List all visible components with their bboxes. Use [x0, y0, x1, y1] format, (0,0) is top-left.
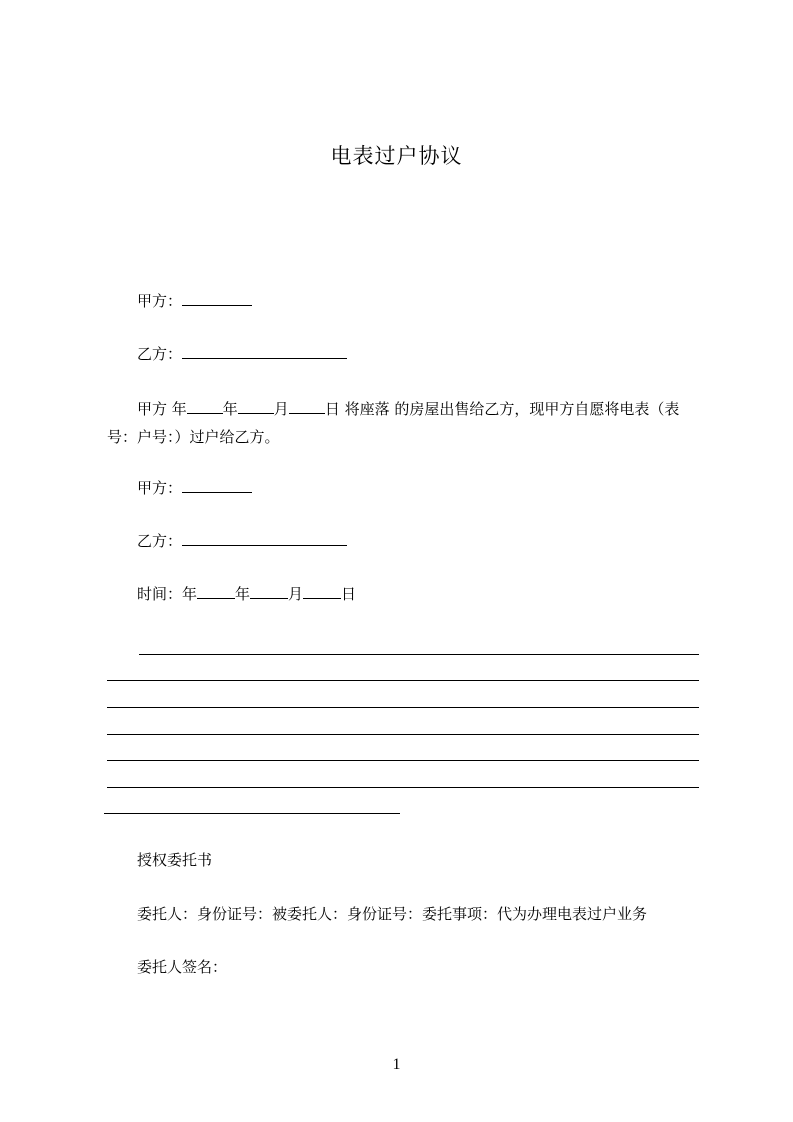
sign-time-month: 月 — [288, 585, 304, 603]
authorization-heading: 授权委托书 — [137, 851, 213, 869]
body-year-blank — [187, 399, 223, 414]
blank-rule — [107, 734, 699, 735]
party-a-label: 甲方： — [137, 292, 183, 310]
authorization-signature-label: 委托人签名： — [137, 958, 228, 976]
party-b-label: 乙方： — [137, 345, 183, 363]
blank-rule — [107, 707, 699, 708]
sign-party-a-blank — [182, 478, 252, 493]
sign-time-label: 时间：年 — [137, 585, 198, 603]
body-seg-2: 年 — [222, 400, 238, 418]
party-b-blank — [182, 344, 347, 359]
sign-day-blank — [303, 584, 341, 599]
party-a-blank — [182, 291, 252, 306]
sign-month-blank — [250, 584, 288, 599]
sign-party-b-line — [137, 531, 347, 551]
page-number: 1 — [392, 1056, 401, 1073]
sign-party-a-label: 甲方： — [137, 479, 183, 497]
blank-rule — [107, 760, 699, 761]
blank-rule — [139, 654, 699, 655]
blank-rule — [104, 813, 400, 814]
body-seg-1: 甲方 年 — [137, 400, 187, 418]
blank-rule — [107, 680, 699, 681]
body-day-blank — [289, 399, 325, 414]
sign-party-b-blank — [182, 531, 347, 546]
body-seg-3: 月 — [273, 400, 289, 418]
party-a-line — [137, 291, 252, 311]
body-seg-4: 日 将座落 的房屋出售给乙方，现甲方自愿将电表（表号：户号：）过户给乙方。 — [107, 400, 680, 446]
body-month-blank — [238, 399, 274, 414]
sign-party-a-line — [137, 478, 252, 498]
sign-time-year: 年 — [235, 585, 251, 603]
party-b-line — [137, 344, 347, 364]
agreement-body — [107, 395, 699, 451]
sign-year-blank — [197, 584, 235, 599]
document-title: 电表过户协议 — [330, 144, 463, 168]
sign-time-line — [137, 584, 356, 604]
authorization-details: 委托人：身份证号：被委托人：身份证号：委托事项：代为办理电表过户业务 — [137, 905, 648, 923]
sign-time-day: 日 — [341, 585, 357, 603]
blank-rule — [107, 787, 699, 788]
sign-party-b-label: 乙方： — [137, 532, 183, 550]
